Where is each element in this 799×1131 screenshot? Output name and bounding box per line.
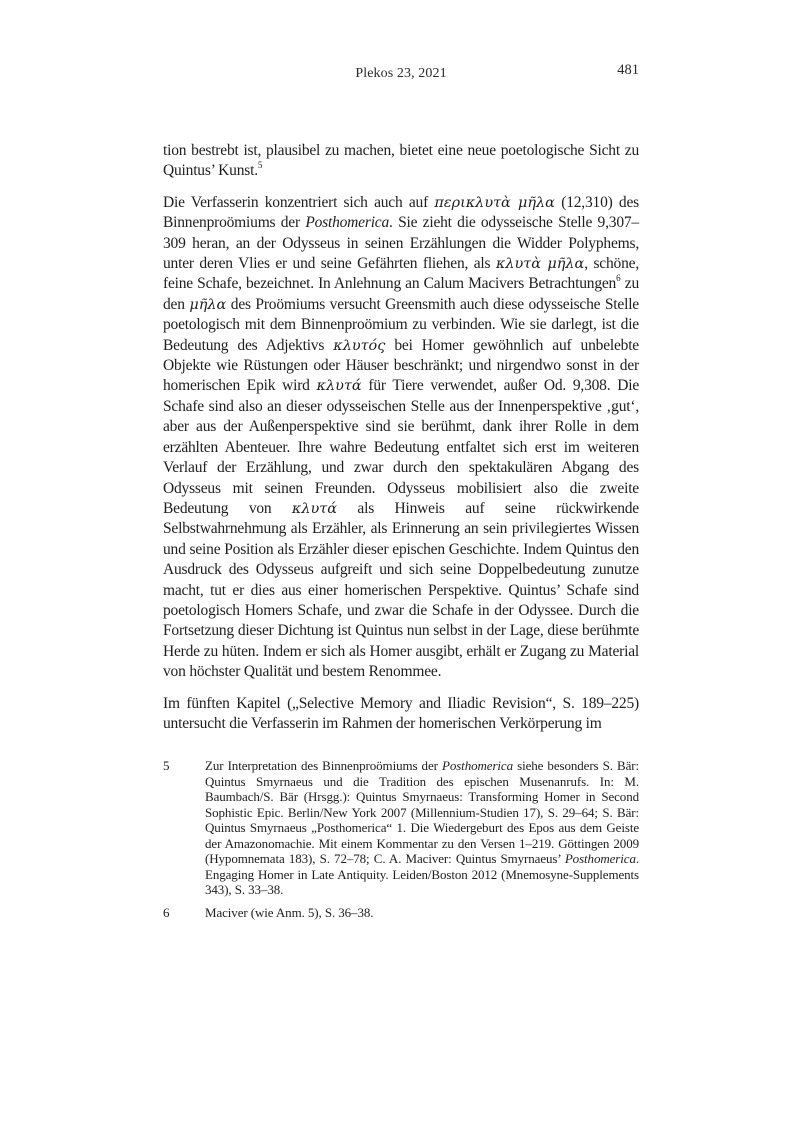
footnote-text: Maciver (wie Anm. 5), S. 36–38. bbox=[205, 904, 374, 920]
footnotes-section bbox=[163, 758, 639, 920]
review-body bbox=[163, 141, 639, 920]
body-paragraph-continuation: tion bestrebt ist, plausibel zu machen, bietet eine neue poetologische Sicht zu Quintus’ Kunst.$^5$ bbox=[163, 142, 639, 180]
page-header bbox=[163, 62, 639, 86]
footnote-number: 6 bbox=[163, 904, 170, 920]
body-paragraph-chapter-five: Im fünften Kapitel („Selective Memory and Iliadic Revision“, S. 189–225) untersucht die Verfasserin im Rahmen der homerischen Verkörperung im bbox=[163, 694, 639, 732]
body-paragraph-proemium-analysis: Die Verfasserin konzentriert sich auch auf περικλυτὰ μῆλα (12,310) des Binnenproömiums der Posthomerica. Sie zieht die odysseische Stelle 9,307–309 heran, an der Odysseus in seinen Erzählungen die Widder Polyphems, unter deren Vlies er und seine Gefährten fliehen, als κλυτὰ μῆλα, schöne, feine Schafe, bezeichnet. In Anlehnung an Calum Macivers Betrachtungen$^6$ zu den μῆλα des Proömiums versucht Greensmith auch diese odysseische Stelle poetologisch mit dem Binnenproömium zu verbinden. Wie sie darlegt, ist die Bedeutung des Adjektivs κλυτός bei Homer gewöhnlich auf unbelebte Objekte wie Rüstungen oder Häuser beschränkt; und nirgendwo sonst in der homerischen Epik wird κλυτά für Tiere verwendet, außer Od. 9,308. Die Schafe sind also an dieser odysseischen Stelle aus der Innenperspektive ‚gut‘, aber aus der Außenperspektive sind sie berühmt, dank ihrer Rolle in dem erzählten Abenteuer. Ihre wahre Bedeutung entfaltet sich erst im weiteren Verlauf der Erzählung, und zwar durch den spektakulären Abgang des Odysseus mit seinen Freunden. Odysseus mobilisiert also die zweite Bedeutung von κλυτά als Hinweis auf seine rückwirkende Selbstwahrnehmung als Erzähler, als Erinnerung an sein privilegiertes Wissen und seine Position als Erzähler dieser epischen Geschichte. Indem Quintus den Ausdruck des Odysseus aufgreift und sich seine Doppelbedeutung zunutze macht, tut er dies aus einer homerischen Perspektive. Quintus’ Schafe sind poetologisch Homers Schafe, und zwar die Schafe in der Odyssee. Durch die Fortsetzung dieser Dichtung ist Quintus nun selbst in der Lage, diese berühmte Herde zu hüten. Indem er sich als Homer ausgibt, erhält er Zugang zu Material von höchster Qualität und bestem Renommee. bbox=[163, 193, 640, 681]
footnote-text: Zur Interpretation des Binnenproömiums der Posthomerica siehe besonders S. Bär: Quintus Smyrnaeus und die Tradition des epischen Musenanrufs. In: M. Baumbach/S. Bär (Hrsgg.): Quintus Smyrnaeus: Transforming Homer in Second Sophistic Epic. Berlin/New York 2007 (Millennium-Studien 17), S. 29–64; S. Bär: Quintus Smyrnaeus „Posthomerica“ 1. Die Wiedergeburt des Epos aus dem Geiste der Amazonomachie. Mit einem Kommentar zu den Versen 1–219. Göttingen 2009 (Hypomnemata 183), S. 72–78; C. A. Maciver: Quintus Smyrnaeus’ Posthomerica. Engaging Homer in Late Antiquity. Leiden/Boston 2012 (Mnemosyne-Supplements 343), S. 33–38. bbox=[205, 758, 640, 898]
journal-title: Plekos 23, 2021 bbox=[355, 66, 447, 81]
page-number: 481 bbox=[617, 62, 639, 78]
footnote-number: 5 bbox=[163, 758, 170, 774]
footnote-5 bbox=[163, 758, 639, 898]
footnote-6 bbox=[163, 905, 639, 921]
